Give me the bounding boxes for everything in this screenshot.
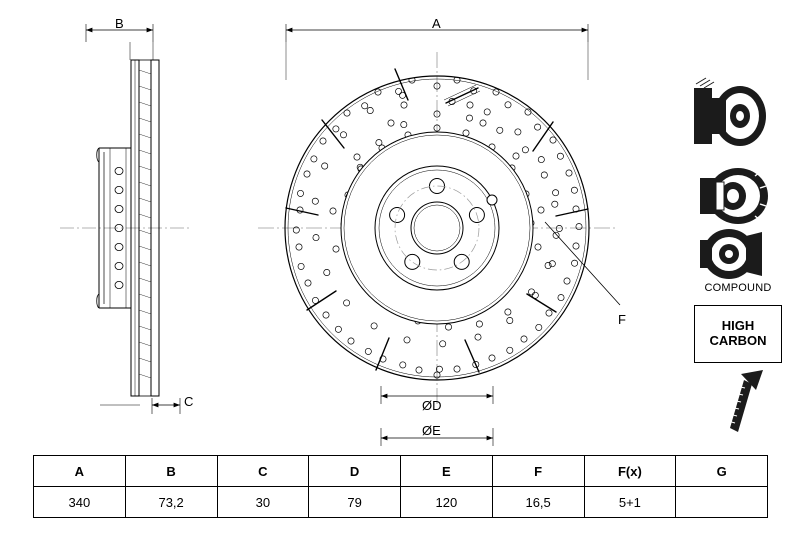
spec-table	[33, 455, 768, 518]
disc-with-hub-icon	[694, 78, 766, 146]
vented-disc-icon	[700, 168, 768, 224]
spec-value-b: 73,2	[125, 487, 217, 518]
dimension-label-d: ØD	[422, 398, 442, 413]
dimension-label-b: B	[115, 16, 124, 31]
spec-value-c: 30	[217, 487, 309, 518]
compound-badge-label: COMPOUND	[704, 282, 772, 294]
dimension-label-c: C	[184, 394, 194, 409]
spec-header-c: C	[217, 456, 309, 487]
feature-icons	[694, 78, 768, 432]
dimension-label-a: A	[432, 16, 441, 31]
screw-icon	[728, 370, 763, 432]
compound-disc-icon	[700, 229, 762, 279]
spec-table-header-row	[34, 456, 768, 487]
front-disc-view	[258, 24, 620, 446]
high-carbon-line-2: CARBON	[709, 333, 767, 348]
table-row	[34, 487, 768, 518]
side-section-view	[60, 24, 190, 414]
spec-value-e: 120	[401, 487, 493, 518]
spec-header-g: G	[676, 456, 768, 487]
spec-value-f: 16,5	[492, 487, 584, 518]
spec-header-f: F	[492, 456, 584, 487]
spec-value-d: 79	[309, 487, 401, 518]
spec-value-fx: 5+1	[584, 487, 676, 518]
spec-header-e: E	[401, 456, 493, 487]
locating-pin-hole	[487, 195, 497, 205]
spec-header-a: A	[34, 456, 126, 487]
spec-header-d: D	[309, 456, 401, 487]
spec-header-b: B	[125, 456, 217, 487]
spec-value-g	[676, 487, 768, 518]
dimension-label-f: F	[618, 312, 626, 327]
spec-value-a: 340	[34, 487, 126, 518]
spec-header-fx: F(x)	[584, 456, 676, 487]
high-carbon-line-1: HIGH	[721, 318, 755, 334]
high-carbon-badge	[694, 305, 782, 363]
dimension-label-e: ØE	[422, 423, 441, 438]
